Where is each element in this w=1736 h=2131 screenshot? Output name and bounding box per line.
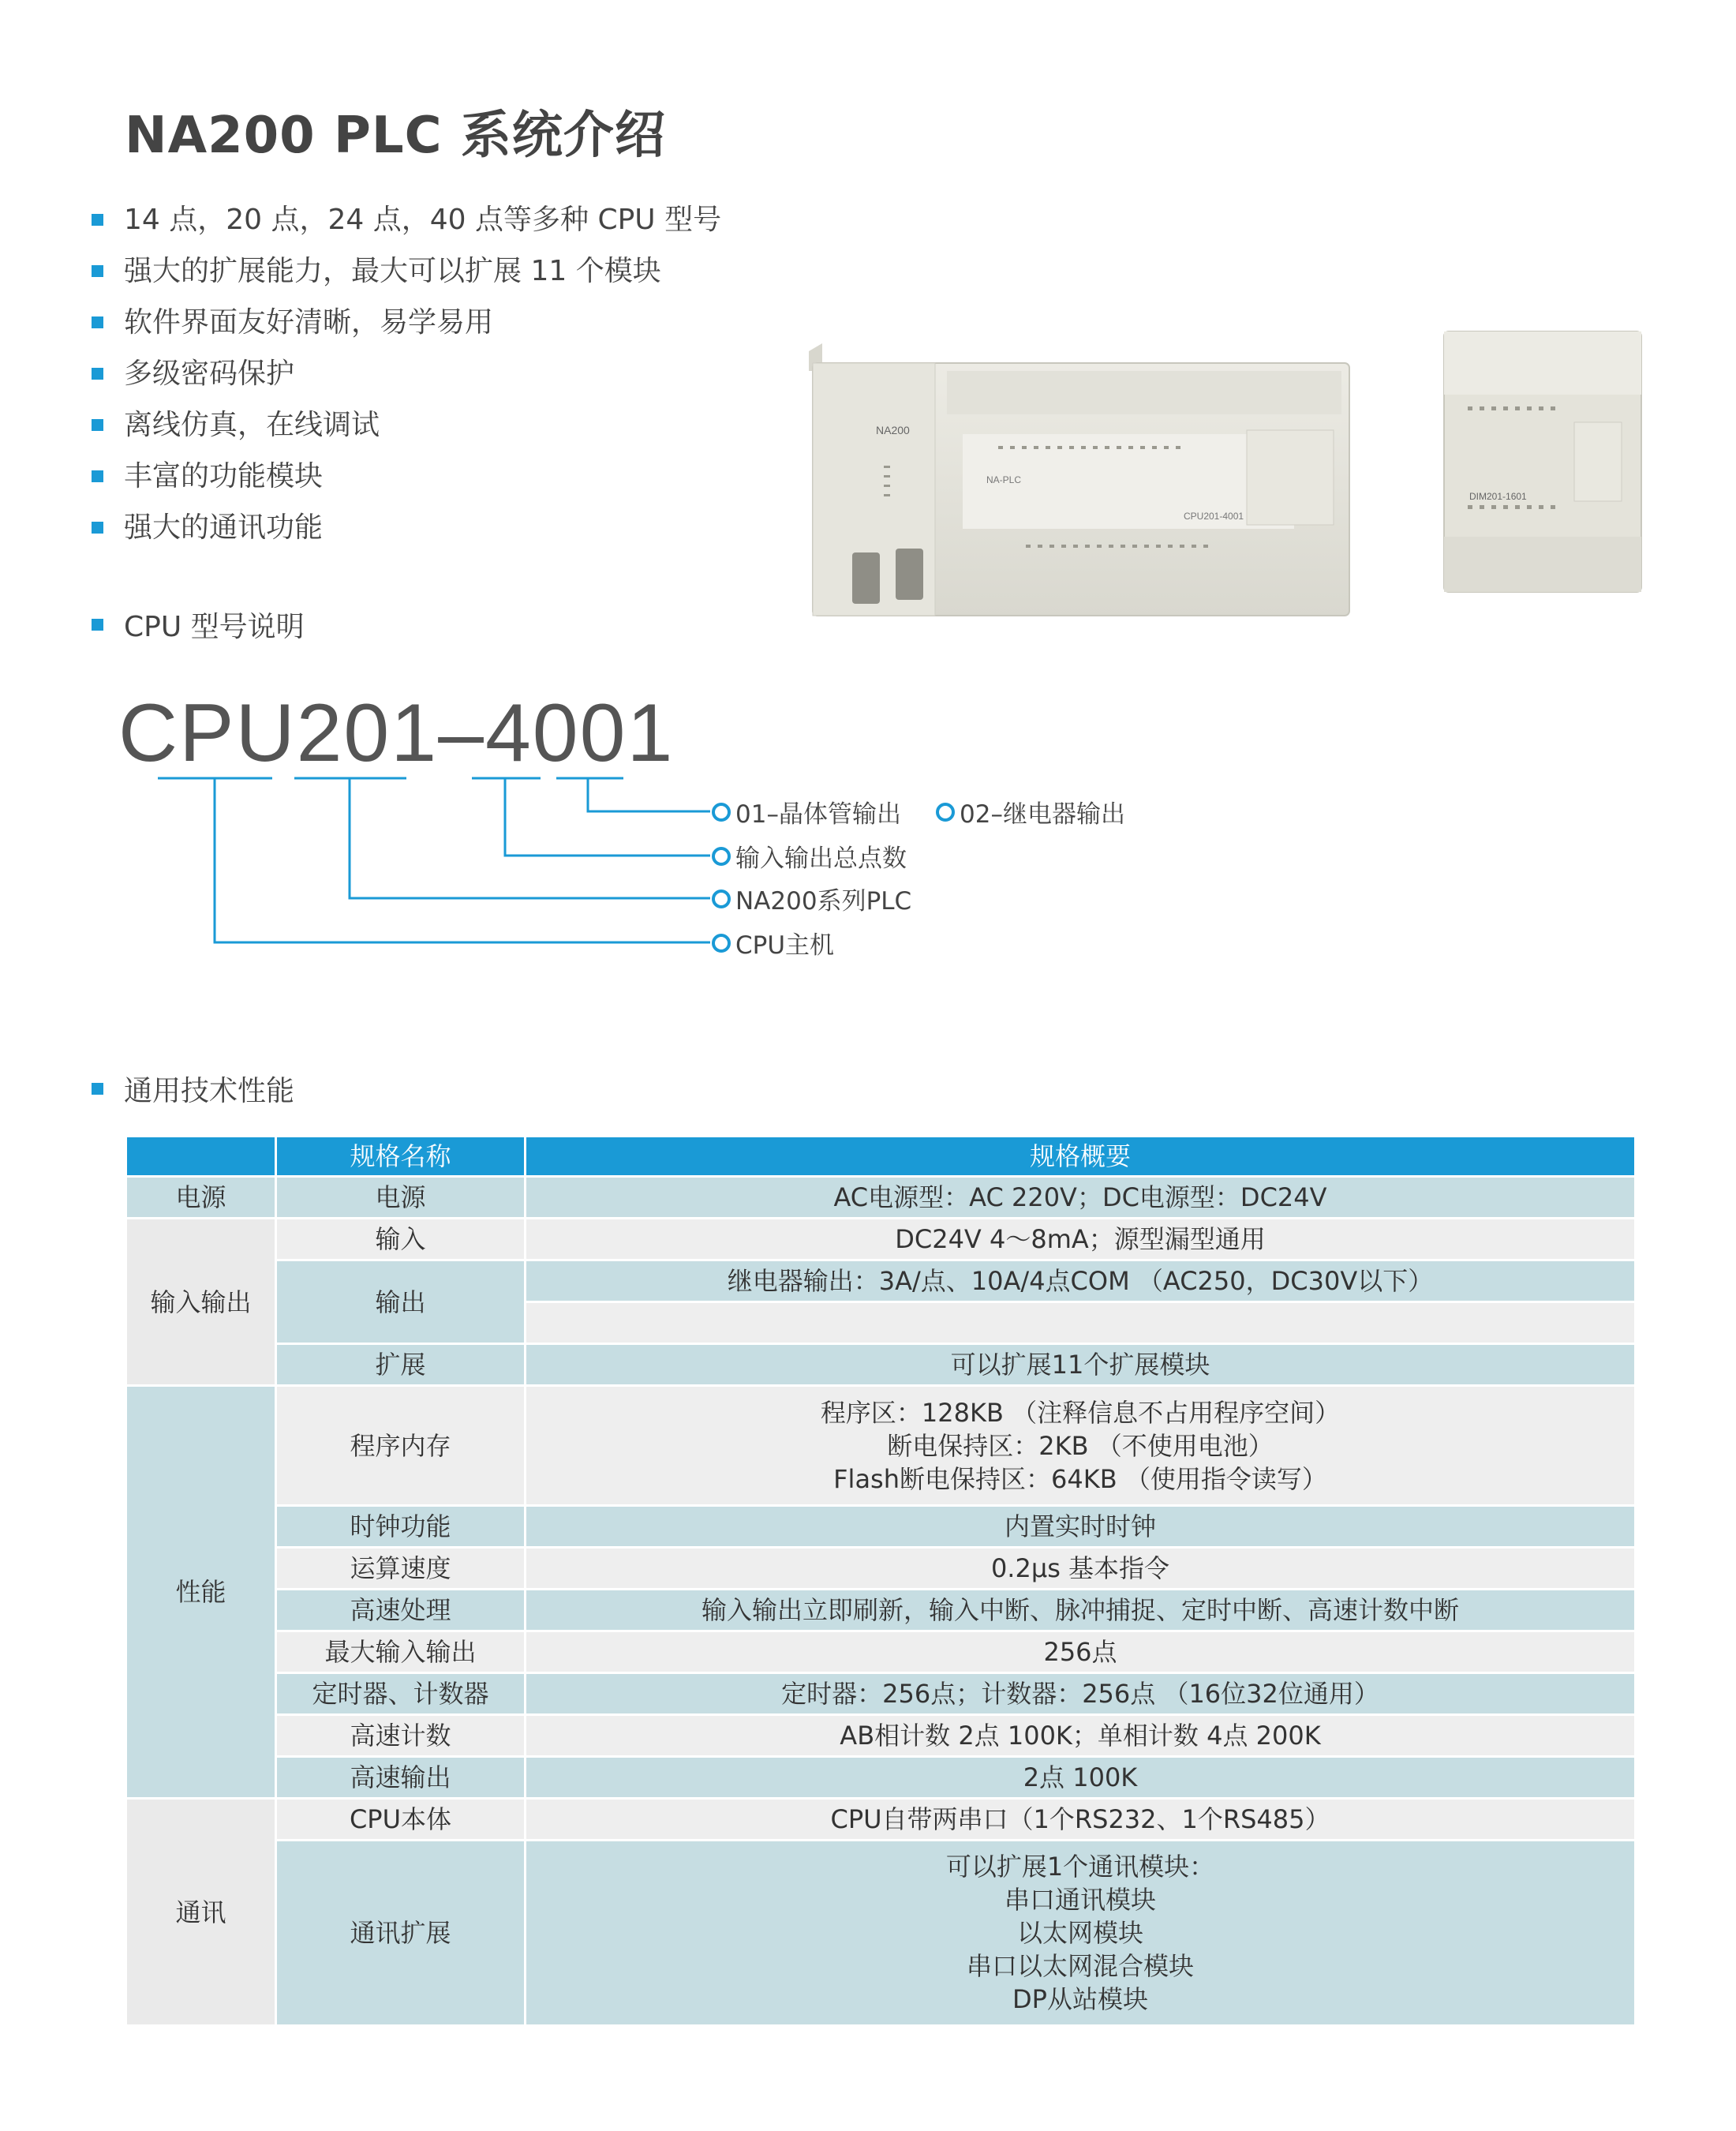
feature-item: 14 点，20 点，24 点，40 点等多种 CPU 型号 <box>92 194 721 245</box>
spec-value-cell: 输入输出立即刷新，输入中断、脉冲捕捉、定时中断、高速计数中断 <box>526 1590 1636 1631</box>
bullet-square-icon <box>92 470 103 482</box>
circle-marker-icon <box>712 889 731 908</box>
spec-value-cell: 继电器输出：3A/点、10A/4点COM （AC250，DC30V以下） <box>526 1260 1636 1302</box>
spec-name-cell: 时钟功能 <box>276 1506 526 1548</box>
spec-name-cell: 高速处理 <box>276 1590 526 1631</box>
comm-ext-line: 串口通讯模块 <box>1004 1885 1156 1915</box>
spec-value-cell: 0.2μs 基本指令 <box>526 1548 1636 1590</box>
table-row <box>126 1757 1636 1799</box>
plc-cpu-image <box>805 339 1357 631</box>
spec-value-cell <box>526 1386 1636 1506</box>
table-row <box>126 1799 1636 1841</box>
spec-name-cell: 通讯扩展 <box>276 1841 526 2026</box>
feature-item: 多级密码保护 <box>92 348 721 399</box>
category-cell: 通讯 <box>126 1799 276 2026</box>
table-row <box>126 1219 1636 1260</box>
plc-model-text: CPU201-4001 <box>1184 511 1244 522</box>
spec-value-cell-empty <box>526 1302 1636 1344</box>
plc-logo-text: NA-PLC <box>986 474 1022 485</box>
header-cell-empty <box>126 1137 276 1177</box>
feature-item: 强大的扩展能力，最大可以扩展 11 个模块 <box>92 245 721 297</box>
comm-ext-line: 可以扩展1个通讯模块： <box>945 1852 1215 1882</box>
bullet-square-icon <box>92 619 103 631</box>
spec-name-cell: 扩展 <box>276 1344 526 1386</box>
comm-ext-line: 串口以太网混合模块 <box>966 1951 1194 1981</box>
spec-name-cell: 定时器、计数器 <box>276 1673 526 1715</box>
table-row <box>126 1631 1636 1673</box>
legend-total-io: 输入输出总点数 <box>712 838 907 874</box>
table-row <box>126 1548 1636 1590</box>
feature-item: 离线仿真，在线调试 <box>92 399 721 451</box>
table-row <box>126 1344 1636 1386</box>
spec-name-cell: 输入 <box>276 1219 526 1260</box>
table-row <box>126 1386 1636 1506</box>
table-row <box>126 1260 1636 1302</box>
comm-ext-line: DP从站模块 <box>1012 1984 1148 2014</box>
spec-name-cell: 输出 <box>276 1260 526 1344</box>
spec-name-cell: CPU本体 <box>276 1799 526 1841</box>
circle-marker-icon <box>712 847 731 866</box>
spec-value-cell: AB相计数 2点 100K；单相计数 4点 200K <box>526 1715 1636 1757</box>
comm-ext-line: 以太网模块 <box>1016 1918 1143 1948</box>
spec-value-cell: 2点 100K <box>526 1757 1636 1799</box>
bullet-square-icon <box>92 1083 103 1095</box>
spec-value-cell: 可以扩展11个扩展模块 <box>526 1344 1636 1386</box>
page-title: NA200 PLC 系统介绍 <box>125 107 666 165</box>
table-row <box>126 1673 1636 1715</box>
legend-transistor-output: 01–晶体管输出 <box>712 794 901 830</box>
spec-name-cell: 运算速度 <box>276 1548 526 1590</box>
bullet-square-icon <box>92 522 103 534</box>
memory-line: 程序区：128KB （注释信息不占用程序空间） <box>820 1397 1341 1428</box>
spec-value-cell: DC24V 4～8mA；源型漏型通用 <box>526 1219 1636 1260</box>
bullet-square-icon <box>92 368 103 380</box>
legend-series: NA200系列PLC <box>712 881 911 916</box>
table-header-row <box>126 1137 1636 1177</box>
spec-name-cell: 高速计数 <box>276 1715 526 1757</box>
memory-line: 断电保持区：2KB （不使用电池） <box>887 1430 1274 1461</box>
bullet-square-icon <box>92 419 103 431</box>
table-row <box>126 1715 1636 1757</box>
table-row <box>126 1177 1636 1219</box>
category-cell: 性能 <box>126 1386 276 1799</box>
category-cell: 输入输出 <box>126 1219 276 1386</box>
table-row <box>126 1506 1636 1548</box>
legend-cpu-host: CPU主机 <box>712 925 834 961</box>
spec-name-cell: 最大输入输出 <box>276 1631 526 1673</box>
spec-name-cell: 程序内存 <box>276 1386 526 1506</box>
ext-model-text: DIM201-1601 <box>1469 491 1527 502</box>
feature-list <box>92 194 721 553</box>
extension-module-image <box>1436 328 1649 596</box>
spec-name-cell: 电源 <box>276 1177 526 1219</box>
table-row <box>126 1590 1636 1631</box>
spec-section-heading: 通用技术性能 <box>92 1069 294 1109</box>
feature-item: 软件界面友好清晰，易学易用 <box>92 297 721 348</box>
circle-marker-icon <box>936 803 955 822</box>
bullet-square-icon <box>92 265 103 277</box>
spec-value-cell: AC电源型：AC 220V；DC电源型：DC24V <box>526 1177 1636 1219</box>
spec-value-cell: 256点 <box>526 1631 1636 1673</box>
header-cell-summary: 规格概要 <box>526 1137 1636 1177</box>
header-cell-name: 规格名称 <box>276 1137 526 1177</box>
cpu-model-code: CPU201–4001 <box>118 687 675 779</box>
bullet-square-icon <box>92 214 103 226</box>
category-cell: 电源 <box>126 1177 276 1219</box>
circle-marker-icon <box>712 803 731 822</box>
spec-value-cell: 定时器：256点；计数器：256点 （16位32位通用） <box>526 1673 1636 1715</box>
spec-table <box>125 1135 1637 2027</box>
legend-relay-output: 02–继电器输出 <box>936 794 1125 830</box>
bullet-square-icon <box>92 316 103 328</box>
feature-item: 丰富的功能模块 <box>92 451 721 502</box>
feature-item: 强大的通讯功能 <box>92 502 721 553</box>
circle-marker-icon <box>712 934 731 953</box>
memory-line: Flash断电保持区：64KB （使用指令读写） <box>833 1463 1327 1494</box>
table-row <box>126 1841 1636 2026</box>
spec-name-cell: 高速输出 <box>276 1757 526 1799</box>
plc-brand-text: NA200 <box>876 424 910 436</box>
model-section-heading: CPU 型号说明 <box>92 605 305 645</box>
spec-value-cell: CPU自带两串口（1个RS232、1个RS485） <box>526 1799 1636 1841</box>
spec-value-cell <box>526 1841 1636 2026</box>
spec-value-cell: 内置实时时钟 <box>526 1506 1636 1548</box>
